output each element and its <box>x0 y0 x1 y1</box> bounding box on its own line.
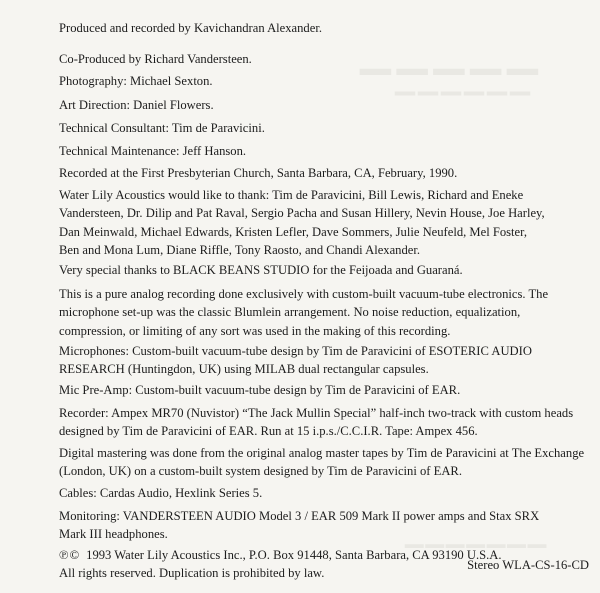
rights-reserved: All rights reserved. Duplication is prohibited by law. <box>59 566 325 581</box>
mic-preamp-credit: Mic Pre-Amp: Custom-built vacuum-tube design by Tim de Paravicini of EAR. <box>59 383 461 397</box>
microphones-line: Microphones: Custom-built vacuum-tube design by Tim de Paravicini of ESOTERIC AUDIO <box>59 344 532 358</box>
producer-credit: Produced and recorded by Kavichandran Alexander. <box>59 21 322 35</box>
recorder-line: designed by Tim de Paravicini of EAR. Run at 15 i.p.s./C.C.I.R. Tape: Ampex 456. <box>59 424 478 439</box>
analog-note-line: microphone set-up was the classic Blumlein arrangement. No noise reduction, equalization, <box>59 305 521 320</box>
recorder-line: Recorder: Ampex MR70 (Nuvistor) “The Jack Mullin Special” half-inch two-track with custom heads <box>59 406 574 420</box>
phonogram-copyright-icon: ℗© <box>59 548 81 562</box>
bleed-through-texture: ▁▁▁▁▁▁▁ <box>405 522 549 548</box>
recording-location: Recorded at the First Presbyterian Church, Santa Barbara, CA, February, 1990. <box>59 166 458 180</box>
mastering-line: Digital mastering was done from the original analog master tapes by Tim de Paravicini at The Exchange <box>59 446 585 460</box>
technical-maintenance-credit: Technical Maintenance: Jeff Hanson. <box>59 144 247 158</box>
analog-recording-note <box>59 285 584 340</box>
technical-consultant-credit: Technical Consultant: Tim de Paravicini. <box>59 121 265 135</box>
copyright-text: 1993 Water Lily Acoustics Inc., P.O. Box 91448, Santa Barbara, CA 93190 U.S.A. <box>86 548 502 562</box>
coproducer-credit: Co-Produced by Richard Vandersteen. <box>59 52 252 66</box>
analog-note-line: compression, or limiting of any sort was used in the making of this recording. <box>59 323 451 338</box>
recorder-credit <box>59 404 584 441</box>
cables-credit: Cables: Cardas Audio, Hexlink Series 5. <box>59 486 263 500</box>
acknowledgements <box>59 186 584 260</box>
bleed-through-texture: ▁▁▁▁▁ <box>360 29 544 74</box>
special-thanks: Very special thanks to BLACK BEANS STUDIO for the Feijoada and Guaraná. <box>59 263 463 277</box>
catalog-number: Stereo WLA-CS-16-CD <box>467 558 589 572</box>
acknowledgements-line: Ben and Mona Lum, Diane Riffle, Tony Raosto, and Chandi Alexander. <box>59 243 421 258</box>
acknowledgements-line: Dan Meinwald, Michael Edwards, Kristen Lefler, Dave Sommers, Julie Neufeld, Mel Foster, <box>59 224 527 239</box>
analog-note-line: This is a pure analog recording done exclusively with custom-built vacuum-tube electronics. The <box>59 287 549 301</box>
acknowledgements-line: Water Lily Acoustics would like to thank: Tim de Paravicini, Bill Lewis, Richard and Eneke <box>59 188 524 202</box>
acknowledgements-line: Vandersteen, Dr. Dilip and Pat Raval, Sergio Pacha and Susan Hillery, Nevin House, Joe Harley, <box>59 206 545 221</box>
microphones-credit <box>59 342 584 379</box>
monitoring-credit <box>59 507 584 544</box>
microphones-line: RESEARCH (Huntingdon, UK) using MILAB dual rectangular capsules. <box>59 362 429 377</box>
mastering-credit <box>59 444 584 481</box>
bleed-through-texture: ▁▁▁▁▁▁ <box>395 66 533 95</box>
mastering-line: (London, UK) on a custom-built system designed by Tim de Paravicini of EAR. <box>59 464 462 479</box>
art-direction-credit: Art Direction: Daniel Flowers. <box>59 98 214 112</box>
monitoring-line: Monitoring: VANDERSTEEN AUDIO Model 3 / EAR 509 Mark II power amps and Stax SRX <box>59 509 540 523</box>
monitoring-line: Mark III headphones. <box>59 527 168 542</box>
photography-credit: Photography: Michael Sexton. <box>59 74 213 88</box>
